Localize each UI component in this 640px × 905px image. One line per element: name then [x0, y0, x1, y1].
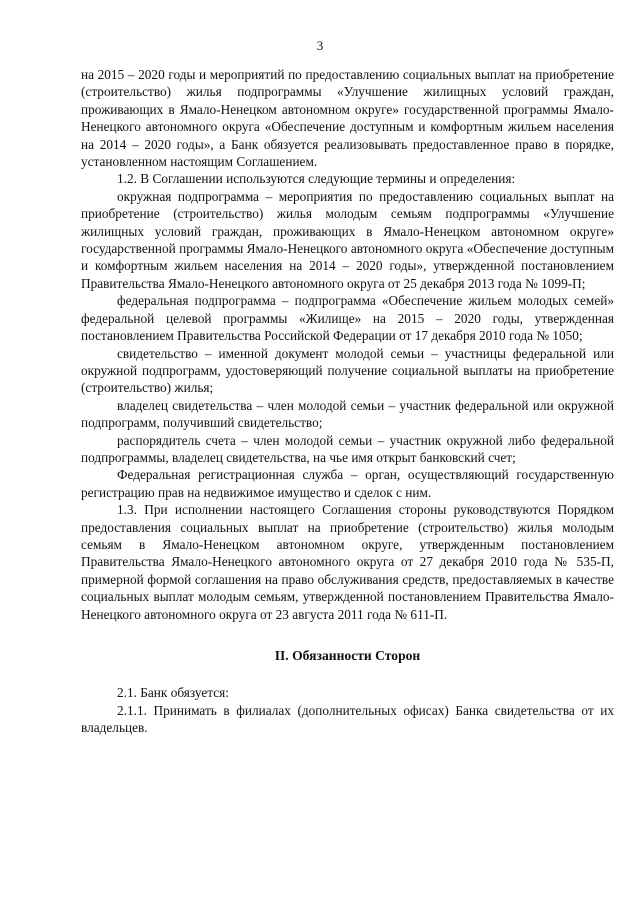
paragraph-federal-subprogram: федеральная подпрограмма – подпрограмма «Обеспечение жильем молодых семей» федеральной целевой программы «Жилище» на 2015 – 2020 годы, утвержденная постановлением Правительства Российской Федерации от 17 декабря 2010 года № 1050; [81, 293, 614, 344]
paragraph-okrug-subprogram: окружная подпрограмма – мероприятия по предоставлению социальных выплат на приобретение (строительство) жилья молодым семьям подпрограммы «Улучшение жилищных условий граждан, проживающих в Ямало-Ненецком автономном округе» государственной программы Ямало-Ненецкого автономного округа «Обеспечение доступным и комфортным жильем населения на 2014 – 2020 годы», утвержденной постановлением Правительства Ямало-Ненецкого автономного округа от 25 декабря 2013 года № 1099-П; [81, 188, 614, 291]
paragraph-2-1-1: 2.1.1. Принимать в филиалах (дополнительных офисах) Банка свидетельства от их владельцев. [81, 702, 614, 736]
document-body [81, 66, 614, 737]
paragraph-account-manager: распорядитель счета – член молодой семьи – участник окружной либо федеральной подпрограммы, владелец свидетельства, на чье имя открыт банковский счет; [81, 432, 614, 465]
section-title: II. Обязанности Сторон [274, 648, 421, 663]
paragraph-continuation: на 2015 – 2020 годы и мероприятий по предоставлению социальных выплат на приобретение (строительство) жилья подпрограммы «Улучшение жилищных условий граждан, проживающих в Ямало-Ненецком автономном округе» государственной программы Ямало-Ненецкого автономного округа «Обеспечение доступным и комфортным жильем населения на 2014 – 2020 годы», а Банк обязуется реализовывать предоставленное право в порядке, установленном настоящим Соглашением. [81, 67, 614, 170]
page-number: 3 [316, 38, 324, 53]
paragraph-registration-service: Федеральная регистрационная служба – орган, осуществляющий государственную регистрацию прав на недвижимое имущество и сделок с ним. [81, 467, 614, 500]
paragraph-1-3: 1.3. При исполнении настоящего Соглашения стороны руководствуются Порядком предоставления социальных выплат на приобретение (строительство) жилья молодым семьям в Ямало-Ненецком автономном округе, утвержденным постановлением Правительства Ямало-Ненецкого автономного округа от 27 декабря 2010 года № 535-П, примерной формой соглашения на право обслуживания средств, предоставляемых в качестве социальных выплат молодым семьям, утвержденной постановлением Правительства Ямало-Ненецкого автономного округа от 23 августа 2011 года № 611-П. [81, 502, 614, 622]
paragraph-certificate: свидетельство – именной документ молодой семьи – участницы федеральной или окружной подпрограмм, удостоверяющий получение социальной выплаты на приобретение (строительство) жилья; [81, 345, 614, 396]
paragraph-2-1: 2.1. Банк обязуется: [117, 685, 229, 701]
paragraph-certificate-owner: владелец свидетельства – член молодой семьи – участник федеральной или окружной подпрограмм, получивший свидетельство; [81, 397, 614, 431]
paragraph-1-2: 1.2. В Соглашении используются следующие термины и определения: [117, 171, 516, 187]
